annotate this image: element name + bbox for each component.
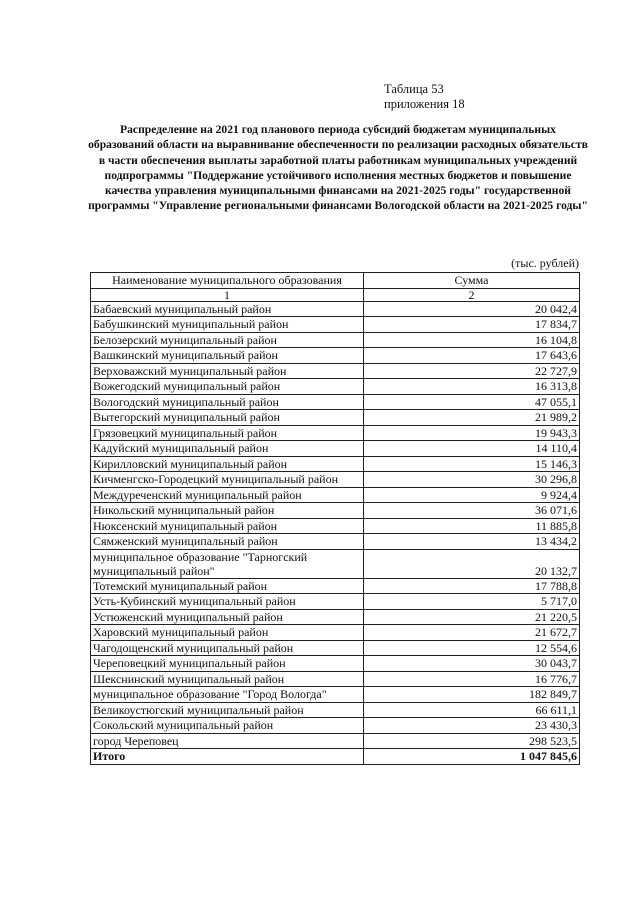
- municipality-name: Грязовецкий муниципальный район: [91, 425, 364, 441]
- sum-value: 66 611,1: [364, 702, 580, 718]
- table-row: [91, 441, 580, 457]
- table-row: [91, 609, 580, 625]
- appendix-reference: приложения 18: [384, 97, 465, 111]
- sum-value: 12 554,6: [364, 640, 580, 656]
- header-sum: Сумма: [364, 273, 580, 289]
- sum-value: 182 849,7: [364, 687, 580, 703]
- municipality-name: Вытегорский муниципальный район: [91, 410, 364, 426]
- sum-value: 17 834,7: [364, 317, 580, 333]
- table-row: [91, 394, 580, 410]
- table-row: [91, 687, 580, 703]
- sum-value: 30 043,7: [364, 656, 580, 672]
- table-row: [91, 518, 580, 534]
- municipality-name: муниципальное образование "Город Вологда": [91, 687, 364, 703]
- sum-value: 16 104,8: [364, 332, 580, 348]
- sum-value: 9 924,4: [364, 487, 580, 503]
- sum-value: 36 071,6: [364, 503, 580, 519]
- municipality-name: Устюженский муниципальный район: [91, 609, 364, 625]
- sum-value: 298 523,5: [364, 733, 580, 749]
- document-title: Распределение на 2021 год планового периода субсидий бюджетам муниципальных образований области на выравнивание обеспеченности по реализации расходных обязательств в части обеспечения выплаты заработной платы работникам муниципальных учреждений подпрограммы "Поддержание устойчивого исполнения местных бюджетов и повышение качества управления муниципальными финансами на 2021-2025 годы" государственной программы "Управление региональными финансами Вологодской области на 2021-2025 годы": [88, 123, 588, 213]
- sum-value: 13 434,2: [364, 534, 580, 550]
- table-reference: Таблица 53: [384, 82, 444, 96]
- municipality-name: Верховажский муниципальный район: [91, 363, 364, 379]
- sum-value: 17 788,8: [364, 578, 580, 594]
- table-row: [91, 317, 580, 333]
- sum-value: 16 776,7: [364, 671, 580, 687]
- table-row: [91, 534, 580, 550]
- table-row: [91, 733, 580, 749]
- municipality-name: Бабушкинский муниципальный район: [91, 317, 364, 333]
- municipality-name: Вологодский муниципальный район: [91, 394, 364, 410]
- table-row: [91, 472, 580, 488]
- municipality-name: Вашкинский муниципальный район: [91, 348, 364, 364]
- table-row: [91, 348, 580, 364]
- distribution-table: [90, 272, 580, 765]
- municipality-name: Белозерский муниципальный район: [91, 332, 364, 348]
- sum-value: 20 132,7: [364, 549, 580, 578]
- municipality-name: Междуреченский муниципальный район: [91, 487, 364, 503]
- municipality-name: Тотемский муниципальный район: [91, 578, 364, 594]
- table-header-row: [91, 273, 580, 289]
- sum-value: 19 943,3: [364, 425, 580, 441]
- sum-value: 17 643,6: [364, 348, 580, 364]
- sum-value: 30 296,8: [364, 472, 580, 488]
- table-row: [91, 456, 580, 472]
- municipality-name: муниципальное образование "Тарногский муниципальный район": [91, 549, 364, 578]
- municipality-name: Кичменгско-Городецкий муниципальный район: [91, 472, 364, 488]
- table-row: [91, 549, 580, 578]
- municipality-name: Вожегодский муниципальный район: [91, 379, 364, 395]
- table-row: [91, 702, 580, 718]
- municipality-name: Сокольский муниципальный район: [91, 718, 364, 734]
- table-row: [91, 425, 580, 441]
- table-row: [91, 594, 580, 610]
- table-row: [91, 487, 580, 503]
- sum-value: 21 220,5: [364, 609, 580, 625]
- table-row: [91, 578, 580, 594]
- municipality-name: Усть-Кубинский муниципальный район: [91, 594, 364, 610]
- municipality-name: Великоустюгский муниципальный район: [91, 702, 364, 718]
- column-number: 2: [364, 288, 580, 301]
- sum-value: 16 313,8: [364, 379, 580, 395]
- table-row: [91, 640, 580, 656]
- municipality-name: Сямженский муниципальный район: [91, 534, 364, 550]
- sum-value: 21 989,2: [364, 410, 580, 426]
- table-row: [91, 363, 580, 379]
- table-row: [91, 503, 580, 519]
- sum-value: 23 430,3: [364, 718, 580, 734]
- sum-value: 14 110,4: [364, 441, 580, 457]
- total-sum: 1 047 845,6: [364, 749, 580, 765]
- sum-value: 20 042,4: [364, 301, 580, 317]
- municipality-name: Череповецкий муниципальный район: [91, 656, 364, 672]
- sum-value: 5 717,0: [364, 594, 580, 610]
- municipality-name: Нюксенский муниципальный район: [91, 518, 364, 534]
- header-name: Наименование муниципального образования: [91, 273, 364, 289]
- municipality-name: Никольский муниципальный район: [91, 503, 364, 519]
- table-row: [91, 625, 580, 641]
- municipality-name: Кирилловский муниципальный район: [91, 456, 364, 472]
- municipality-name: Кадуйский муниципальный район: [91, 441, 364, 457]
- units-label: (тыс. рублей): [511, 256, 579, 270]
- table-row: [91, 301, 580, 317]
- municipality-name: Бабаевский муниципальный район: [91, 301, 364, 317]
- sum-value: 47 055,1: [364, 394, 580, 410]
- table-row: [91, 656, 580, 672]
- table-row: [91, 332, 580, 348]
- municipality-name: Харовский муниципальный район: [91, 625, 364, 641]
- column-number-row: [91, 288, 580, 301]
- total-row: [91, 749, 580, 765]
- table-row: [91, 379, 580, 395]
- table-row: [91, 671, 580, 687]
- sum-value: 11 885,8: [364, 518, 580, 534]
- table-row: [91, 410, 580, 426]
- municipality-name: Шекснинский муниципальный район: [91, 671, 364, 687]
- column-number: 1: [91, 288, 364, 301]
- municipality-name: город Череповец: [91, 733, 364, 749]
- total-label: Итого: [91, 749, 364, 765]
- sum-value: 22 727,9: [364, 363, 580, 379]
- municipality-name: Чагодощенский муниципальный район: [91, 640, 364, 656]
- sum-value: 21 672,7: [364, 625, 580, 641]
- sum-value: 15 146,3: [364, 456, 580, 472]
- table-row: [91, 718, 580, 734]
